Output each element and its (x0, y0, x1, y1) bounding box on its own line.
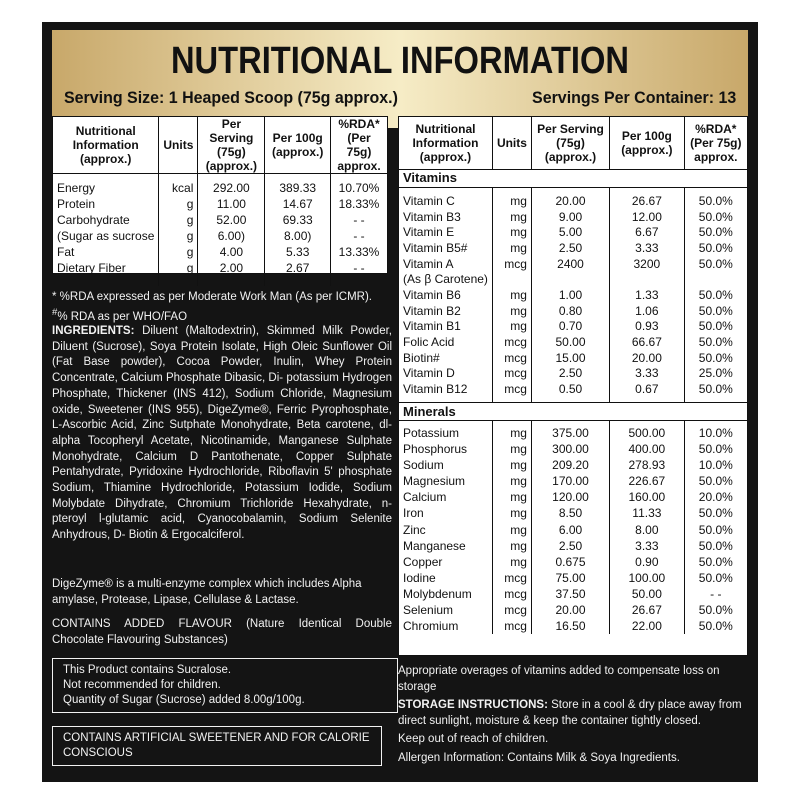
nutrient-name: Vitamin A (399, 256, 492, 272)
table-row (399, 425, 747, 441)
servings-per-container: Servings Per Container: 13 (531, 88, 736, 107)
rda-notes (52, 290, 396, 325)
unit-cell: mg (492, 538, 531, 554)
per100-cell: 20.00 (610, 350, 685, 366)
serving-cell: 20.00 (531, 602, 609, 618)
table-row (53, 228, 387, 244)
table-row (399, 350, 747, 366)
ingredients-text: Diluent (Maltodextrin), Skimmed Milk Powder, Diluent (Sucrose), Soya Protein Isolate, High Oleic Sunflower Oil (Fat Base powder), Cocoa Powder, Inulin, Whey Protein Concentrate, Calcium Phosphate Dibasic, Di- potassium Hydrogen Phosphate, Thickener (INS 412), Sodium Chloride, Magnesium oxide, Sweetener (INS 955), DigeZyme®, Ferric Pyrophosphate, L-Ascorbic Acid, Zinc Sutphate Monohydrate, Beta carotene, dl-alpha Tocopheryl Acetate, Nicotinamide, Manganese Sulphate Monohydrate, Calcium D Pantothenate, Copper Sulphate Pentahydrate, Pyridoxine Hydrochloride, Riboflavin 5' phosphate Sodium, Thiamine Hydrochloride, Potassium Iodide, Sodium Molybdate Dihydrate, Chromium Trichloride Hexahydrate, n-pteroyl l-glutamic acid, Cyanocobalamin, Sodium Selenite Anhydrous, D- Biotin & Ergocalciferol. (52, 325, 392, 542)
unit-cell: mg (492, 425, 531, 441)
nutrient-name: Dietary Fiber (53, 260, 159, 276)
nutrient-name: Vitamin E (399, 224, 492, 240)
rda-cell: 50.0% (698, 209, 733, 224)
table-row (399, 441, 747, 457)
serving-cell: 6.00) (198, 228, 265, 244)
table-row (53, 180, 387, 196)
nutrient-name: Iron (399, 505, 492, 521)
nutrient-name: Folic Acid (399, 334, 492, 350)
label-panel (42, 22, 758, 782)
per100-cell: 0.90 (610, 554, 685, 570)
per100-cell: 3200 (610, 256, 685, 272)
table-row (399, 224, 747, 240)
nutrient-name: Phosphorus (399, 441, 492, 457)
nutrient-name: Selenium (399, 602, 492, 618)
per100-cell: 226.67 (610, 473, 685, 489)
serving-cell: 9.00 (531, 209, 609, 225)
nutrient-name: Sodium (399, 457, 492, 473)
nutrient-name: Copper (399, 554, 492, 570)
rda-cell: 50.0% (698, 350, 733, 365)
unit-cell: mg (492, 554, 531, 570)
col-header: Per Serving (75g) (approx.) (198, 117, 265, 174)
unit-cell: mg (492, 224, 531, 240)
rda-cell: 13.33% (338, 244, 380, 259)
unit-cell: mg (492, 303, 531, 319)
rda-cell: 25.0% (698, 366, 733, 381)
table-row (399, 209, 747, 225)
ingredients-label: INGREDIENTS: (52, 325, 135, 337)
table-row (53, 196, 387, 212)
nutrient-name: Vitamin D (399, 366, 492, 382)
unit-cell: mcg (492, 381, 531, 397)
header-band (52, 30, 748, 128)
per100-cell: 69.33 (265, 212, 331, 228)
who-note: #% RDA as per WHO/FAO (52, 307, 188, 323)
table-row (399, 505, 747, 521)
per100-cell: 14.67 (265, 196, 331, 212)
per100-cell: 26.67 (610, 602, 685, 618)
per100-cell: 1.06 (610, 303, 685, 319)
unit-cell: mg (492, 240, 531, 256)
per100-cell: 11.33 (610, 505, 685, 521)
nutrient-name: Vitamin B1 (399, 319, 492, 335)
table-row (399, 473, 747, 489)
rda-cell: 50.0% (698, 474, 733, 489)
rda-cell: 50.0% (698, 303, 733, 318)
nutrient-name: Energy (53, 180, 159, 196)
rda-cell: 50.0% (698, 554, 733, 569)
serving-cell: 2.00 (198, 260, 265, 276)
rda-cell: 50.0% (698, 522, 733, 537)
macro-table (52, 116, 388, 274)
rda-cell: 50.0% (698, 538, 733, 553)
serving-cell: 0.70 (531, 319, 609, 335)
unit-cell: mcg (492, 366, 531, 382)
nutrient-name: Vitamin B12 (399, 381, 492, 397)
unit-cell: g (159, 260, 198, 276)
rda-cell: 50.0% (698, 335, 733, 350)
col-header: %RDA* (Per 75g) approx. (684, 117, 747, 169)
nutrient-name: Vitamin B5# (399, 240, 492, 256)
table-row (399, 334, 747, 350)
per100-cell: 1.33 (610, 287, 685, 303)
serving-cell: 16.50 (531, 618, 609, 634)
storage-text: Store in a cool & dry place away from direct sunlight, moisture & keep the container tightly closed. (398, 699, 742, 727)
sucralose-line: Quantity of Sugar (Sucrose) added 8.00g/100g. (63, 694, 305, 706)
micro-table-header (399, 117, 747, 169)
table-row (399, 381, 747, 397)
table-row (399, 319, 747, 335)
unit-cell: mg (492, 457, 531, 473)
nutrient-name: Fat (53, 244, 159, 260)
storage-note (398, 698, 748, 729)
table-row (399, 554, 747, 570)
macro-table-header (53, 117, 387, 174)
per100-cell (610, 271, 685, 287)
table-row (399, 602, 747, 618)
per100-cell: 3.33 (610, 366, 685, 382)
unit-cell (492, 271, 531, 287)
unit-cell: kcal (159, 180, 198, 196)
vitamins-label: Vitamins (399, 169, 747, 187)
micro-table (398, 116, 748, 656)
col-header: Units (159, 117, 198, 174)
per100-cell: 22.00 (610, 618, 685, 634)
page-title: NUTRITIONAL INFORMATION (170, 40, 630, 82)
rda-note: * %RDA expressed as per Moderate Work Man (As per ICMR). (52, 291, 372, 303)
nutrient-name: Carbohydrate (53, 212, 159, 228)
overages-note: Appropriate overages of vitamins added to compensate loss on storage (398, 665, 720, 693)
unit-cell: g (159, 244, 198, 260)
col-header: Nutritional Information (approx.) (399, 117, 492, 169)
rda-cell: 50.0% (698, 570, 733, 585)
table-row (53, 260, 387, 276)
storage-label: STORAGE INSTRUCTIONS: (398, 699, 548, 711)
serving-cell: 37.50 (531, 586, 609, 602)
table-row (399, 522, 747, 538)
serving-cell: 2.50 (531, 366, 609, 382)
flavour-note: CONTAINS ADDED FLAVOUR (Nature Identical Double Chocolate Flavouring Substances) (52, 618, 392, 646)
nutrient-name: Biotin# (399, 350, 492, 366)
table-row (399, 538, 747, 554)
rda-cell: 50.0% (698, 240, 733, 255)
serving-cell: 20.00 (531, 193, 609, 209)
nutrient-name: Zinc (399, 522, 492, 538)
nutrient-name: Vitamin C (399, 193, 492, 209)
nutrient-name: Magnesium (399, 473, 492, 489)
table-row (399, 240, 747, 256)
table-row (53, 244, 387, 260)
sucralose-line: Not recommended for children. (63, 679, 221, 691)
per100-cell: 66.67 (610, 334, 685, 350)
nutrient-name: (As β Carotene) (399, 271, 492, 287)
unit-cell: g (159, 228, 198, 244)
serving-cell: 2400 (531, 256, 609, 272)
table-row (399, 303, 747, 319)
sweetener-box: CONTAINS ARTIFICIAL SWEETENER AND FOR CALORIE CONSCIOUS (52, 726, 382, 766)
rda-cell: 10.70% (338, 180, 380, 195)
serving-cell: 75.00 (531, 570, 609, 586)
nutrient-name: Protein (53, 196, 159, 212)
col-header: Per 100g (approx.) (265, 117, 331, 174)
per100-cell: 0.93 (610, 319, 685, 335)
per100-cell: 278.93 (610, 457, 685, 473)
col-header: Per Serving (75g) (approx.) (531, 117, 609, 169)
ingredients (52, 324, 392, 544)
nutrient-name: Vitamin B2 (399, 303, 492, 319)
per100-cell: 3.33 (610, 240, 685, 256)
unit-cell: mg (492, 209, 531, 225)
table-row (399, 618, 747, 634)
per100-cell: 26.67 (610, 193, 685, 209)
nutrient-name: Iodine (399, 570, 492, 586)
rda-cell: - - (353, 260, 365, 275)
col-header: Per 100g (approx.) (610, 117, 685, 169)
unit-cell: mcg (492, 586, 531, 602)
table-row (399, 570, 747, 586)
per100-cell: 400.00 (610, 441, 685, 457)
rda-cell: 50.0% (698, 256, 733, 271)
col-header: Units (492, 117, 531, 169)
unit-cell: mcg (492, 602, 531, 618)
table-row (399, 586, 747, 602)
table-row (399, 457, 747, 473)
serving-cell: 375.00 (531, 425, 609, 441)
rda-cell: 10.0% (698, 425, 733, 440)
table-row (399, 193, 747, 209)
table-row (53, 212, 387, 228)
unit-cell: mcg (492, 570, 531, 586)
rda-cell: 50.0% (698, 442, 733, 457)
serving-size: Serving Size: 1 Heaped Scoop (75g approx.) (64, 88, 398, 107)
col-header: %RDA* (Per 75g) approx. (331, 117, 387, 174)
rda-cell (684, 271, 747, 287)
serving-cell: 1.00 (531, 287, 609, 303)
serving-cell: 209.20 (531, 457, 609, 473)
rda-cell: 10.0% (698, 458, 733, 473)
rda-cell: 50.0% (698, 382, 733, 397)
serving-cell: 0.675 (531, 554, 609, 570)
serving-cell: 15.00 (531, 350, 609, 366)
serving-cell: 52.00 (198, 212, 265, 228)
rda-cell: - - (710, 586, 722, 601)
nutrient-name: Vitamin B6 (399, 287, 492, 303)
per100-cell: 500.00 (610, 425, 685, 441)
unit-cell: mg (492, 287, 531, 303)
rda-cell: 50.0% (698, 603, 733, 618)
serving-cell: 5.00 (531, 224, 609, 240)
per100-cell: 8.00) (265, 228, 331, 244)
digezyme-note: DigeZyme® is a multi-enzyme complex which includes Alpha amylase, Protease, Lipase, Cellulase & Lactase. (52, 578, 362, 606)
rda-cell: 50.0% (698, 506, 733, 521)
unit-cell: mg (492, 441, 531, 457)
unit-cell: mg (492, 193, 531, 209)
serving-cell: 2.50 (531, 538, 609, 554)
serving-cell: 6.00 (531, 522, 609, 538)
sucralose-line: This Product contains Sucralose. (63, 664, 232, 676)
col-header: Nutritional Information (approx.) (53, 117, 159, 174)
table-row (399, 366, 747, 382)
nutrient-name: Vitamin B3 (399, 209, 492, 225)
rda-cell: 20.0% (698, 490, 733, 505)
unit-cell: mcg (492, 256, 531, 272)
serving-cell: 0.80 (531, 303, 609, 319)
unit-cell: mcg (492, 350, 531, 366)
per100-cell: 12.00 (610, 209, 685, 225)
rda-cell: 18.33% (338, 196, 380, 211)
rda-cell: 50.0% (698, 619, 733, 634)
rda-cell: 50.0% (698, 319, 733, 334)
serving-cell: 50.00 (531, 334, 609, 350)
table-row (399, 287, 747, 303)
per100-cell: 5.33 (265, 244, 331, 260)
serving-cell: 4.00 (198, 244, 265, 260)
serving-cell: 11.00 (198, 196, 265, 212)
per100-cell: 50.00 (610, 586, 685, 602)
per100-cell: 160.00 (610, 489, 685, 505)
per100-cell: 3.33 (610, 538, 685, 554)
unit-cell: mg (492, 489, 531, 505)
nutrient-name: Calcium (399, 489, 492, 505)
per100-cell: 100.00 (610, 570, 685, 586)
rda-cell: - - (353, 212, 365, 227)
unit-cell: mcg (492, 334, 531, 350)
per100-cell: 389.33 (265, 180, 331, 196)
rda-cell: - - (353, 228, 365, 243)
unit-cell: g (159, 196, 198, 212)
who-note-text: % RDA as per WHO/FAO (57, 310, 188, 323)
reach-note: Keep out of reach of children. (398, 733, 549, 745)
per100-cell: 0.67 (610, 381, 685, 397)
rda-cell: 50.0% (698, 225, 733, 240)
nutrient-name: (Sugar as sucrose (53, 228, 159, 244)
serving-cell: 120.00 (531, 489, 609, 505)
unit-cell: mcg (492, 618, 531, 634)
rda-cell: 50.0% (698, 193, 733, 208)
nutrient-name: Molybdenum (399, 586, 492, 602)
unit-cell: mg (492, 473, 531, 489)
serving-cell (531, 271, 609, 287)
minerals-label: Minerals (399, 403, 747, 421)
sucralose-box (52, 658, 398, 713)
serving-cell: 300.00 (531, 441, 609, 457)
minerals-section (399, 403, 747, 421)
unit-cell: mg (492, 505, 531, 521)
per100-cell: 6.67 (610, 224, 685, 240)
table-row (399, 271, 747, 287)
nutrient-name: Potassium (399, 425, 492, 441)
per100-cell: 8.00 (610, 522, 685, 538)
unit-cell: mg (492, 319, 531, 335)
serving-cell: 8.50 (531, 505, 609, 521)
serving-cell: 2.50 (531, 240, 609, 256)
table-row (399, 256, 747, 272)
vitamins-section (399, 169, 747, 187)
serving-cell: 170.00 (531, 473, 609, 489)
nutrient-name: Manganese (399, 538, 492, 554)
allergen-note: Allergen Information: Contains Milk & Soya Ingredients. (398, 751, 680, 764)
storage-notes (398, 664, 748, 769)
unit-cell: g (159, 212, 198, 228)
unit-cell: mg (492, 522, 531, 538)
rda-cell: 50.0% (698, 287, 733, 302)
per100-cell: 2.67 (265, 260, 331, 276)
serving-cell: 0.50 (531, 381, 609, 397)
table-row (399, 489, 747, 505)
nutrient-name: Chromium (399, 618, 492, 634)
serving-cell: 292.00 (198, 180, 265, 196)
